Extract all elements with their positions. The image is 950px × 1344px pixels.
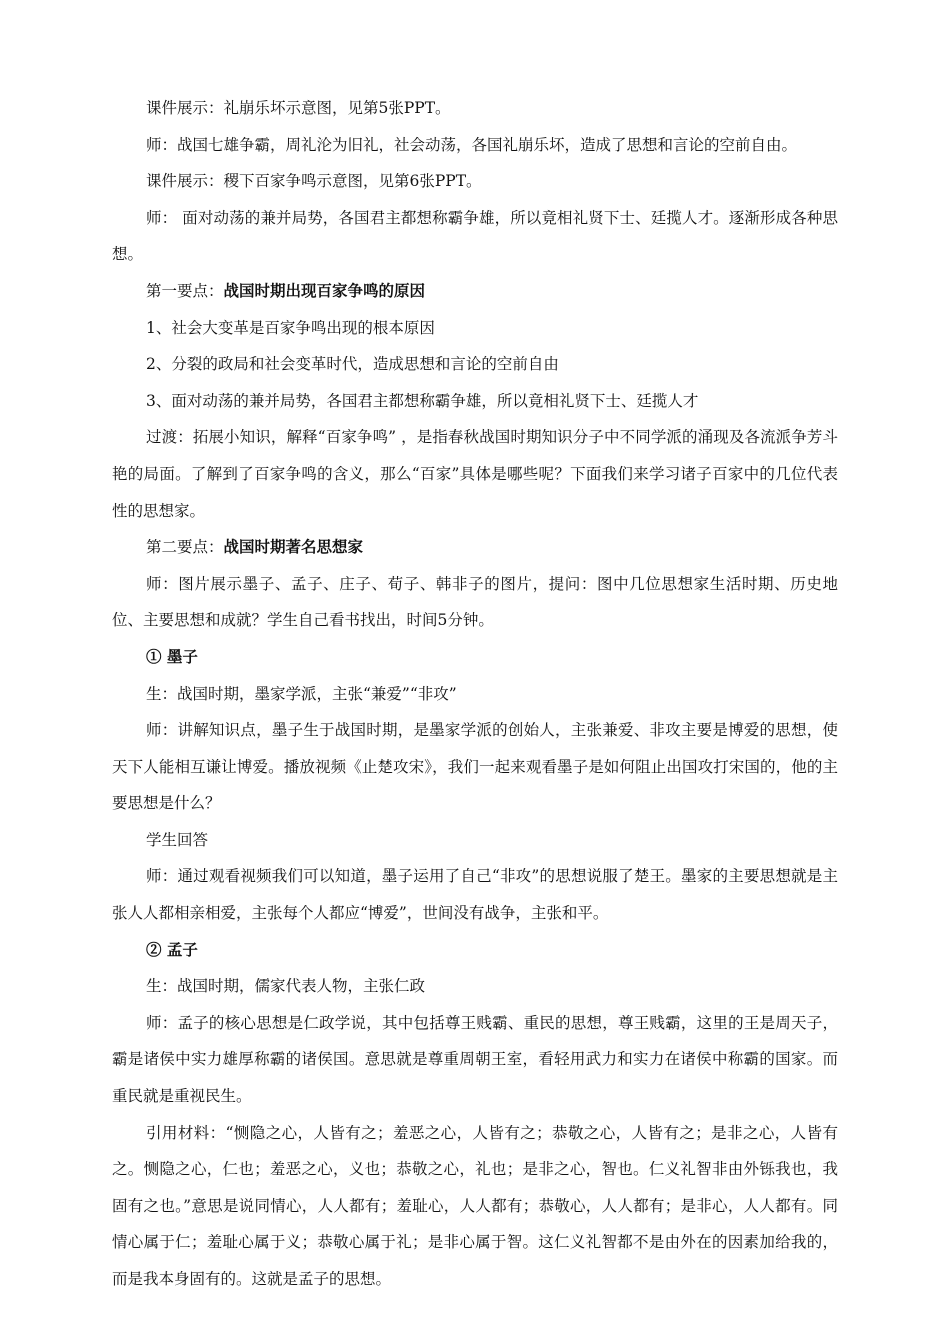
heading-mengzi bbox=[112, 932, 838, 969]
key-point-one bbox=[112, 273, 838, 310]
paragraph-teacher-mozi: 师：讲解知识点，墨子生于战国时期，是墨家学派的创始人，主张兼爱、非攻主要是博爱的思想，使天下人能相互谦让博爱。播放视频《止楚攻宋》，我们一起来观看墨子是如何阻止出国攻打宋国的，他的主要思想是什么？ bbox=[112, 721, 838, 813]
paragraph-teacher-pictures: 师：图片展示墨子、孟子、庄子、荀子、韩非子的图片，提问：图中几位思想家生活时期、历史地位、主要思想和成就？学生自己看书找出，时间5分钟。 bbox=[112, 574, 838, 630]
heading-mozi bbox=[112, 639, 838, 676]
paragraph-transition: 过渡：拓展小知识，解释“百家争鸣” ，是指春秋战国时期知识分子中不同学派的涌现及各流派争芳斗艳的局面。了解到了百家争鸣的含义，那么“百家”具体是哪些呢？下面我们来学习诸子百家中的几位代表性的思想家。 bbox=[112, 428, 838, 520]
list-item-1: 1、社会大变革是百家争鸣出现的根本原因 bbox=[146, 318, 435, 337]
paragraph-teacher-video: 师：通过观看视频我们可以知道，墨子运用了自己“非攻”的思想说服了楚王。墨家的主要思想就是主张人人都相亲相爱，主张每个人都应“博爱”，世间没有战争，主张和平。 bbox=[112, 867, 838, 923]
heading-mozi-title: ① 墨子 bbox=[146, 646, 198, 666]
paragraph-student-answer: 学生回答 bbox=[146, 830, 209, 849]
key-point-two-title: 战国时期著名思想家 bbox=[223, 537, 364, 557]
heading-mengzi-title: ② 孟子 bbox=[146, 939, 198, 959]
paragraph-courseware-5: 课件展示：礼崩乐坏示意图，见第5张PPT。 bbox=[146, 99, 451, 117]
paragraph-quote-material: 引用材料：“恻隐之心，人皆有之；羞恶之心，人皆有之；恭敬之心，人皆有之；是非之心，人皆有之。恻隐之心，仁也；羞恶之心，义也；恭敬之心，礼也；是非之心，智也。仁义礼智非由外铄我也，我固有之也。”意思是说同情心，人人都有；羞耻心，人人都有；恭敬心，人人都有；是非心，人人都有。同情心属于仁；羞耻心属于义；恭敬心属于礼；是非心属于智。这仁义礼智都不是由外在的因素加给我的，而是我本身固有的。这就是孟子的思想。 bbox=[112, 1123, 838, 1288]
paragraph-teacher-mengzi: 师：孟子的核心思想是仁政学说，其中包括尊王贱霸、重民的思想，尊王贱霸，这里的王是周天子，霸是诸侯中实力雄厚称霸的诸侯国。意思就是尊重周朝王室，看轻用武力和实力在诸侯中称霸的国家。而重民就是重视民生。 bbox=[112, 1013, 838, 1106]
paragraph-teacher-rulers: 师： 面对动荡的兼并局势，各国君主都想称霸争雄，所以竟相礼贤下士、廷揽人才。逐渐形成各种思想。 bbox=[112, 208, 838, 264]
list-item-3: 3、面对动荡的兼并局势，各国君主都想称霸争雄，所以竟相礼贤下士、廷揽人才 bbox=[146, 391, 699, 410]
paragraph-courseware-6: 课件展示：稷下百家争鸣示意图，见第6张PPT。 bbox=[146, 172, 482, 191]
key-point-two-prefix: 第二要点： bbox=[146, 538, 224, 557]
paragraph-student-mengzi: 生：战国时期，儒家代表人物，主张仁政 bbox=[146, 977, 426, 996]
paragraph-student-mozi: 生：战国时期，墨家学派，主张“兼爱”“非攻” bbox=[146, 684, 457, 703]
document-body bbox=[112, 90, 838, 1298]
key-point-one-prefix: 第一要点： bbox=[146, 281, 224, 300]
key-point-one-title: 战国时期出现百家争鸣的原因 bbox=[223, 280, 426, 300]
key-point-two bbox=[112, 529, 838, 566]
paragraph-teacher-warring-states: 师：战国七雄争霸，周礼沦为旧礼，社会动荡，各国礼崩乐坏，造成了思想和言论的空前自由。 bbox=[146, 135, 798, 154]
list-item-2: 2、分裂的政局和社会变革时代，造成思想和言论的空前自由 bbox=[146, 355, 559, 374]
